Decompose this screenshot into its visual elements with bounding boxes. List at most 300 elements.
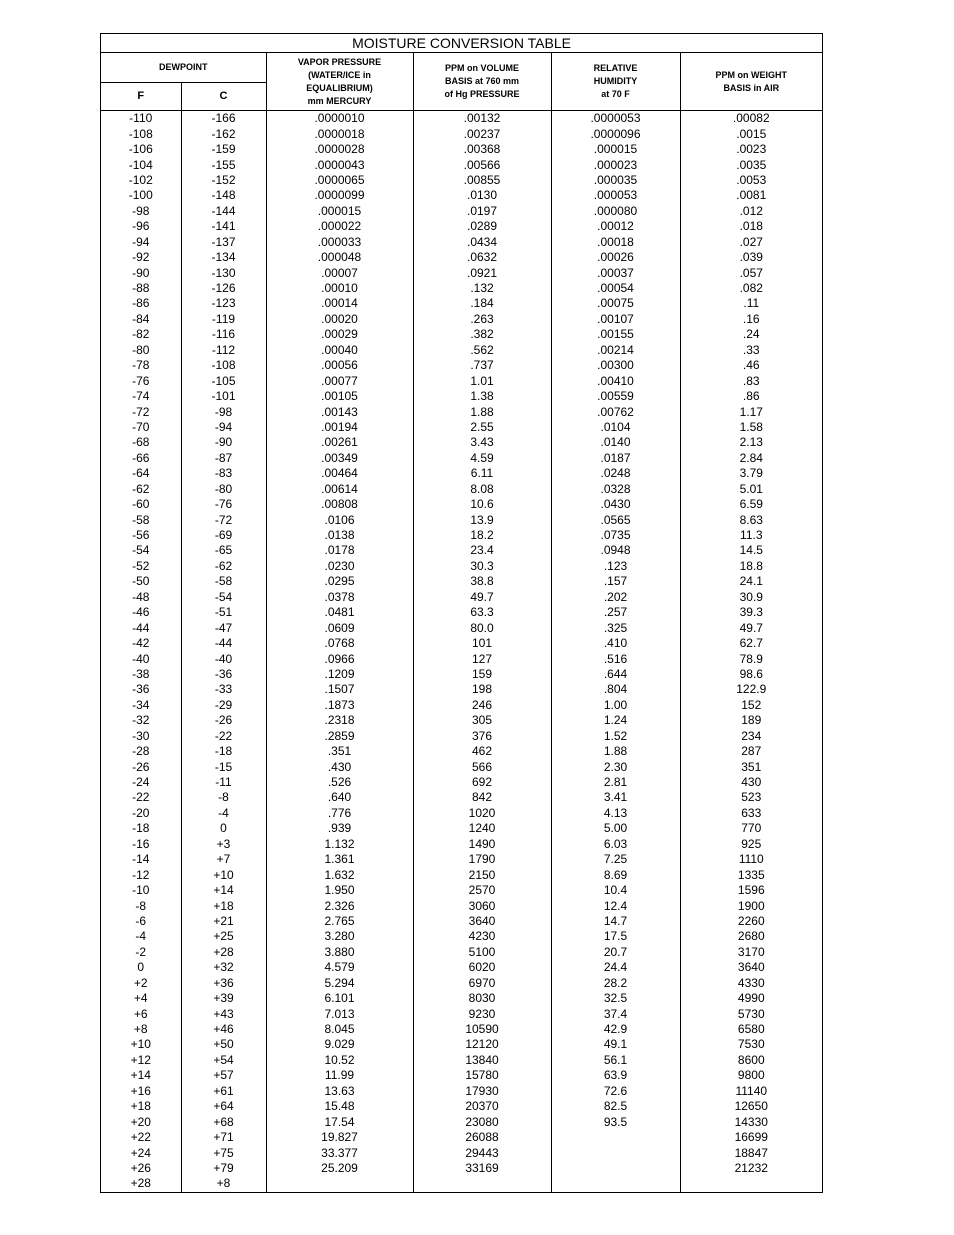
relative-humidity-cell: .0328 (551, 482, 680, 497)
ppm-weight-cell: 62.7 (680, 636, 822, 651)
relative-humidity-cell (551, 1145, 680, 1160)
table-row (101, 605, 822, 620)
header-vapor-pressure-line: VAPOR PRESSURE (297, 56, 382, 67)
relative-humidity-cell: .00012 (551, 219, 680, 234)
vapor-pressure-cell: 15.48 (266, 1099, 413, 1114)
ppm-volume-cell: 23080 (413, 1114, 551, 1129)
dewpoint-f-cell: -100 (128, 188, 153, 203)
dewpoint-c-cell: +43 (181, 1006, 266, 1021)
vapor-pressure-cell: 3.280 (266, 929, 413, 944)
vapor-pressure-cell: 33.377 (266, 1145, 413, 1160)
vapor-pressure-cell: .00077 (266, 373, 413, 388)
relative-humidity-cell: 1.00 (551, 698, 680, 713)
table-row (101, 590, 822, 605)
ppm-weight-cell: 16699 (680, 1130, 822, 1145)
relative-humidity-cell: .00054 (551, 281, 680, 296)
vapor-pressure-cell: .0966 (266, 651, 413, 666)
relative-humidity-cell: 93.5 (551, 1114, 680, 1129)
dewpoint-f-cell: -22 (132, 790, 150, 805)
dewpoint-c-cell: -65 (181, 543, 266, 558)
ppm-volume-cell: .263 (413, 312, 551, 327)
ppm-weight-cell: 12650 (680, 1099, 822, 1114)
ppm-volume-cell: 159 (413, 667, 551, 682)
vapor-pressure-cell: .1507 (266, 682, 413, 697)
ppm-volume-cell: 101 (413, 636, 551, 651)
ppm-volume-cell: 2150 (413, 867, 551, 882)
table-row (101, 682, 822, 697)
vapor-pressure-cell: .0000028 (266, 142, 413, 157)
relative-humidity-cell: 49.1 (551, 1037, 680, 1052)
vapor-pressure-cell: .640 (266, 790, 413, 805)
dewpoint-f-cell: -92 (132, 250, 150, 265)
header-vapor-pressure-line: (WATER/ICE in (308, 69, 371, 80)
table-row (101, 312, 822, 327)
table-row (101, 1068, 822, 1083)
relative-humidity-cell: 2.30 (551, 759, 680, 774)
dewpoint-f-cell: -52 (132, 558, 150, 573)
vapor-pressure-cell: 2.326 (266, 898, 413, 913)
relative-humidity-cell: .00300 (551, 358, 680, 373)
vapor-pressure-cell: 7.013 (266, 1006, 413, 1021)
table-row (101, 1022, 822, 1037)
vapor-pressure-cell: .00464 (266, 466, 413, 481)
dewpoint-c-cell: -80 (181, 482, 266, 497)
ppm-volume-cell: 1490 (413, 837, 551, 852)
ppm-weight-cell: 18.8 (680, 559, 822, 574)
dewpoint-f-cell: -24 (132, 775, 150, 790)
ppm-weight-cell: 1.58 (680, 420, 822, 435)
dewpoint-c-cell: +39 (181, 991, 266, 1006)
relative-humidity-cell: .00762 (551, 404, 680, 419)
table-row (101, 1114, 822, 1129)
table-row (101, 636, 822, 651)
relative-humidity-cell: .123 (551, 559, 680, 574)
header-vapor-pressure-line: mm MERCURY (307, 95, 372, 106)
ppm-volume-cell: .737 (413, 358, 551, 373)
vapor-pressure-cell: 4.579 (266, 960, 413, 975)
vapor-pressure-cell: .000048 (266, 250, 413, 265)
ppm-volume-cell: 3640 (413, 914, 551, 929)
table-row (101, 852, 822, 867)
table-row (101, 620, 822, 635)
conversion-table (101, 34, 822, 1192)
dewpoint-c-cell: -116 (181, 327, 266, 342)
dewpoint-f-cell: -10 (132, 883, 150, 898)
relative-humidity-cell: 10.4 (551, 883, 680, 898)
ppm-volume-cell: 13.9 (413, 512, 551, 527)
dewpoint-c-cell: -44 (181, 636, 266, 651)
relative-humidity-cell: 72.6 (551, 1084, 680, 1099)
relative-humidity-cell: .157 (551, 574, 680, 589)
table-row (101, 157, 822, 172)
table-row (101, 482, 822, 497)
dewpoint-f-cell: -14 (132, 852, 150, 867)
relative-humidity-cell: .0948 (551, 543, 680, 558)
moisture-conversion-table (100, 33, 823, 1193)
table-row (101, 512, 822, 527)
vapor-pressure-cell: 1.950 (266, 883, 413, 898)
dewpoint-f-cell: -74 (132, 389, 150, 404)
dewpoint-c-cell: +25 (181, 929, 266, 944)
header-ppm-volume-line: PPM on VOLUME (445, 63, 519, 73)
dewpoint-c-cell: -130 (181, 265, 266, 280)
relative-humidity-cell: .00155 (551, 327, 680, 342)
vapor-pressure-cell: .351 (266, 744, 413, 759)
dewpoint-f-cell: -38 (132, 666, 150, 681)
dewpoint-f-cell: +4 (133, 991, 148, 1006)
ppm-volume-cell: .00132 (413, 111, 551, 127)
ppm-volume-cell: 10590 (413, 1022, 551, 1037)
dewpoint-f-cell: +8 (133, 1022, 148, 1037)
relative-humidity-cell: .00214 (551, 343, 680, 358)
vapor-pressure-cell: .0000010 (266, 111, 413, 127)
dewpoint-f-cell: -46 (132, 605, 150, 620)
ppm-volume-cell: .132 (413, 281, 551, 296)
table-row (101, 790, 822, 805)
ppm-volume-cell: 18.2 (413, 528, 551, 543)
ppm-volume-cell: 12120 (413, 1037, 551, 1052)
ppm-weight-cell: 78.9 (680, 651, 822, 666)
dewpoint-f-cell: +28 (130, 1176, 151, 1191)
dewpoint-f-cell: -42 (132, 636, 150, 651)
ppm-volume-cell: 1.88 (413, 404, 551, 419)
header-celsius: C (181, 83, 266, 111)
dewpoint-c-cell: -101 (181, 389, 266, 404)
ppm-volume-cell: .00566 (413, 157, 551, 172)
table-row (101, 1037, 822, 1052)
dewpoint-c-cell: -33 (181, 682, 266, 697)
dewpoint-f-cell: -34 (132, 697, 150, 712)
table-row (101, 759, 822, 774)
vapor-pressure-cell: .00614 (266, 482, 413, 497)
table-row (101, 235, 822, 250)
dewpoint-c-cell: -112 (181, 343, 266, 358)
ppm-volume-cell: .0289 (413, 219, 551, 234)
table-row (101, 265, 822, 280)
relative-humidity-cell: .00559 (551, 389, 680, 404)
dewpoint-f-cell: -80 (132, 342, 150, 357)
ppm-weight-cell: .018 (680, 219, 822, 234)
ppm-volume-cell: 30.3 (413, 559, 551, 574)
dewpoint-c-cell: 0 (181, 821, 266, 836)
dewpoint-f-cell: -70 (132, 419, 150, 434)
dewpoint-c-cell: -159 (181, 142, 266, 157)
dewpoint-c-cell: -137 (181, 235, 266, 250)
ppm-weight-cell: .0081 (680, 188, 822, 203)
vapor-pressure-cell: .000015 (266, 204, 413, 219)
relative-humidity-cell: .0104 (551, 420, 680, 435)
dewpoint-c-cell: -90 (181, 435, 266, 450)
vapor-pressure-cell: 3.880 (266, 945, 413, 960)
header-vapor-pressure-line: EQUALIBRIUM) (306, 82, 373, 93)
ppm-volume-cell: 17930 (413, 1084, 551, 1099)
relative-humidity-cell: .0187 (551, 451, 680, 466)
ppm-weight-cell: 1596 (680, 883, 822, 898)
vapor-pressure-cell: .776 (266, 806, 413, 821)
vapor-pressure-cell: .00261 (266, 435, 413, 450)
dewpoint-f-cell: -108 (128, 126, 153, 141)
ppm-volume-cell: 127 (413, 651, 551, 666)
dewpoint-c-cell: -83 (181, 466, 266, 481)
dewpoint-f-cell: -82 (132, 327, 150, 342)
table-title: MOISTURE CONVERSION TABLE (101, 34, 822, 53)
vapor-pressure-cell: .000033 (266, 235, 413, 250)
ppm-weight-cell: 5.01 (680, 482, 822, 497)
dewpoint-c-cell: -69 (181, 528, 266, 543)
dewpoint-f-cell: -60 (132, 497, 150, 512)
ppm-weight-cell: 18847 (680, 1145, 822, 1160)
dewpoint-c-cell: -94 (181, 420, 266, 435)
vapor-pressure-cell: 17.54 (266, 1114, 413, 1129)
dewpoint-c-cell: +21 (181, 914, 266, 929)
ppm-weight-cell: 351 (680, 759, 822, 774)
relative-humidity-cell: .000015 (551, 142, 680, 157)
relative-humidity-cell: .0735 (551, 528, 680, 543)
relative-humidity-cell: 8.69 (551, 867, 680, 882)
ppm-volume-cell: 4.59 (413, 451, 551, 466)
vapor-pressure-cell: .2318 (266, 713, 413, 728)
vapor-pressure-cell (266, 1176, 413, 1191)
table-row (101, 559, 822, 574)
vapor-pressure-cell: 8.045 (266, 1022, 413, 1037)
ppm-volume-cell: 566 (413, 759, 551, 774)
ppm-weight-cell: .46 (680, 358, 822, 373)
dewpoint-c-cell: +64 (181, 1099, 266, 1114)
dewpoint-c-cell: -40 (181, 651, 266, 666)
ppm-weight-cell: .16 (680, 312, 822, 327)
relative-humidity-cell: .00026 (551, 250, 680, 265)
dewpoint-c-cell: -4 (181, 806, 266, 821)
header-relative-humidity-line: RELATIVE (593, 63, 638, 73)
vapor-pressure-cell: .00010 (266, 281, 413, 296)
vapor-pressure-cell: .0230 (266, 559, 413, 574)
header-relative-humidity-line: HUMIDITY (593, 76, 638, 86)
table-row (101, 420, 822, 435)
ppm-volume-cell: 26088 (413, 1130, 551, 1145)
dewpoint-f-cell: -78 (132, 358, 150, 373)
relative-humidity-cell: .516 (551, 651, 680, 666)
vapor-pressure-cell: .2859 (266, 729, 413, 744)
dewpoint-c-cell: +57 (181, 1068, 266, 1083)
relative-humidity-cell: 28.2 (551, 976, 680, 991)
header-dewpoint: DEWPOINT (159, 62, 208, 72)
dewpoint-c-cell: -108 (181, 358, 266, 373)
header-ppm-weight-line: BASIS in AIR (723, 82, 780, 93)
ppm-volume-cell: 15780 (413, 1068, 551, 1083)
ppm-weight-cell: 189 (680, 713, 822, 728)
table-row (101, 1161, 822, 1176)
ppm-volume-cell: 692 (413, 775, 551, 790)
dewpoint-f-cell: -58 (132, 512, 150, 527)
relative-humidity-cell: 24.4 (551, 960, 680, 975)
dewpoint-c-cell: -105 (181, 373, 266, 388)
table-row (101, 528, 822, 543)
ppm-volume-cell: 33169 (413, 1161, 551, 1176)
dewpoint-c-cell: +46 (181, 1022, 266, 1037)
relative-humidity-cell (551, 1161, 680, 1176)
dewpoint-c-cell: -98 (181, 404, 266, 419)
header-fahrenheit: F (101, 83, 181, 111)
relative-humidity-cell: .000053 (551, 188, 680, 203)
table-row (101, 404, 822, 419)
dewpoint-f-cell: -94 (132, 234, 150, 249)
header-ppm-volume-line: of Hg PRESSURE (444, 89, 520, 99)
table-row (101, 343, 822, 358)
vapor-pressure-cell: .0768 (266, 636, 413, 651)
relative-humidity-cell: .0000096 (551, 126, 680, 141)
dewpoint-c-cell: -18 (181, 744, 266, 759)
dewpoint-f-cell: -86 (132, 296, 150, 311)
ppm-weight-cell: 8.63 (680, 512, 822, 527)
dewpoint-c-cell: -123 (181, 296, 266, 311)
ppm-volume-cell: 1.01 (413, 373, 551, 388)
table-row (101, 1099, 822, 1114)
dewpoint-f-cell: -30 (132, 728, 150, 743)
table-row (101, 976, 822, 991)
ppm-volume-cell: 6.11 (413, 466, 551, 481)
ppm-weight-cell: .0035 (680, 157, 822, 172)
dewpoint-f-cell: -2 (135, 944, 147, 959)
dewpoint-c-cell: -36 (181, 667, 266, 682)
relative-humidity-cell: .00037 (551, 265, 680, 280)
relative-humidity-cell: 37.4 (551, 1006, 680, 1021)
ppm-weight-cell: 98.6 (680, 667, 822, 682)
ppm-volume-cell: 10.6 (413, 497, 551, 512)
vapor-pressure-cell: 19.827 (266, 1130, 413, 1145)
dewpoint-f-cell: +16 (130, 1083, 151, 1098)
relative-humidity-cell: 5.00 (551, 821, 680, 836)
vapor-pressure-cell: .1873 (266, 698, 413, 713)
relative-humidity-cell: 17.5 (551, 929, 680, 944)
dewpoint-c-cell: -141 (181, 219, 266, 234)
relative-humidity-cell: 6.03 (551, 837, 680, 852)
ppm-volume-cell: 462 (413, 744, 551, 759)
vapor-pressure-cell: 1.632 (266, 867, 413, 882)
dewpoint-c-cell: +50 (181, 1037, 266, 1052)
relative-humidity-cell: .325 (551, 620, 680, 635)
dewpoint-f-cell: -62 (132, 481, 150, 496)
dewpoint-c-cell: +14 (181, 883, 266, 898)
dewpoint-f-cell: -32 (132, 713, 150, 728)
ppm-volume-cell: .0197 (413, 204, 551, 219)
vapor-pressure-cell: .0378 (266, 590, 413, 605)
relative-humidity-cell: 32.5 (551, 991, 680, 1006)
vapor-pressure-cell: .0000018 (266, 126, 413, 141)
table-row (101, 1176, 822, 1191)
vapor-pressure-cell: .0481 (266, 605, 413, 620)
dewpoint-c-cell: +7 (181, 852, 266, 867)
table-row (101, 327, 822, 342)
relative-humidity-cell: .0000053 (551, 111, 680, 127)
ppm-volume-cell: .0130 (413, 188, 551, 203)
ppm-volume-cell: .184 (413, 296, 551, 311)
relative-humidity-cell: 12.4 (551, 898, 680, 913)
ppm-volume-cell: 29443 (413, 1145, 551, 1160)
dewpoint-c-cell: +18 (181, 898, 266, 913)
relative-humidity-cell: .644 (551, 667, 680, 682)
dewpoint-f-cell: +18 (130, 1099, 151, 1114)
ppm-weight-cell: 9800 (680, 1068, 822, 1083)
vapor-pressure-cell: .00349 (266, 451, 413, 466)
dewpoint-f-cell: -26 (132, 759, 150, 774)
table-row (101, 219, 822, 234)
ppm-volume-cell: 8.08 (413, 482, 551, 497)
ppm-weight-cell: .0015 (680, 126, 822, 141)
ppm-weight-cell: 770 (680, 821, 822, 836)
table-row (101, 744, 822, 759)
dewpoint-f-cell: -66 (132, 450, 150, 465)
dewpoint-f-cell: -12 (132, 867, 150, 882)
dewpoint-f-cell: +12 (130, 1052, 151, 1067)
dewpoint-c-cell: +79 (181, 1161, 266, 1176)
dewpoint-c-cell: -76 (181, 497, 266, 512)
vapor-pressure-cell: 1.361 (266, 852, 413, 867)
table-row (101, 837, 822, 852)
dewpoint-f-cell: -96 (132, 219, 150, 234)
relative-humidity-cell: 82.5 (551, 1099, 680, 1114)
relative-humidity-cell: .0430 (551, 497, 680, 512)
vapor-pressure-cell: .0000043 (266, 157, 413, 172)
dewpoint-f-cell: -72 (132, 404, 150, 419)
dewpoint-c-cell: -15 (181, 759, 266, 774)
dewpoint-c-cell: -47 (181, 620, 266, 635)
table-row (101, 945, 822, 960)
table-row (101, 373, 822, 388)
dewpoint-c-cell: +10 (181, 867, 266, 882)
dewpoint-c-cell: -144 (181, 204, 266, 219)
dewpoint-c-cell: -51 (181, 605, 266, 620)
relative-humidity-cell: .0248 (551, 466, 680, 481)
table-row (101, 729, 822, 744)
table-row (101, 358, 822, 373)
header-ppm-volume (413, 53, 551, 111)
relative-humidity-cell: .000023 (551, 157, 680, 172)
vapor-pressure-cell: 11.99 (266, 1068, 413, 1083)
dewpoint-f-cell: -56 (132, 528, 150, 543)
table-row (101, 281, 822, 296)
dewpoint-f-cell: -20 (132, 805, 150, 820)
dewpoint-c-cell: +61 (181, 1084, 266, 1099)
ppm-weight-cell: 6580 (680, 1022, 822, 1037)
ppm-weight-cell: 3640 (680, 960, 822, 975)
ppm-weight-cell: .11 (680, 296, 822, 311)
relative-humidity-cell: .000080 (551, 204, 680, 219)
ppm-weight-cell: 7530 (680, 1037, 822, 1052)
ppm-volume-cell: 2.55 (413, 420, 551, 435)
ppm-volume-cell: 198 (413, 682, 551, 697)
table-body (101, 111, 822, 1192)
ppm-volume-cell: 63.3 (413, 605, 551, 620)
ppm-weight-cell: .039 (680, 250, 822, 265)
dewpoint-f-cell: -8 (135, 898, 147, 913)
vapor-pressure-cell: 9.029 (266, 1037, 413, 1052)
table-row (101, 898, 822, 913)
ppm-weight-cell: 14.5 (680, 543, 822, 558)
vapor-pressure-cell: .0295 (266, 574, 413, 589)
table-row (101, 466, 822, 481)
ppm-volume-cell: 5100 (413, 945, 551, 960)
ppm-weight-cell: .082 (680, 281, 822, 296)
vapor-pressure-cell: .00029 (266, 327, 413, 342)
dewpoint-f-cell: +14 (130, 1068, 151, 1083)
dewpoint-c-cell: +36 (181, 976, 266, 991)
vapor-pressure-cell: 5.294 (266, 976, 413, 991)
dewpoint-f-cell: -64 (132, 466, 150, 481)
table-row (101, 698, 822, 713)
table-row (101, 173, 822, 188)
dewpoint-c-cell: -152 (181, 173, 266, 188)
ppm-volume-cell: 23.4 (413, 543, 551, 558)
